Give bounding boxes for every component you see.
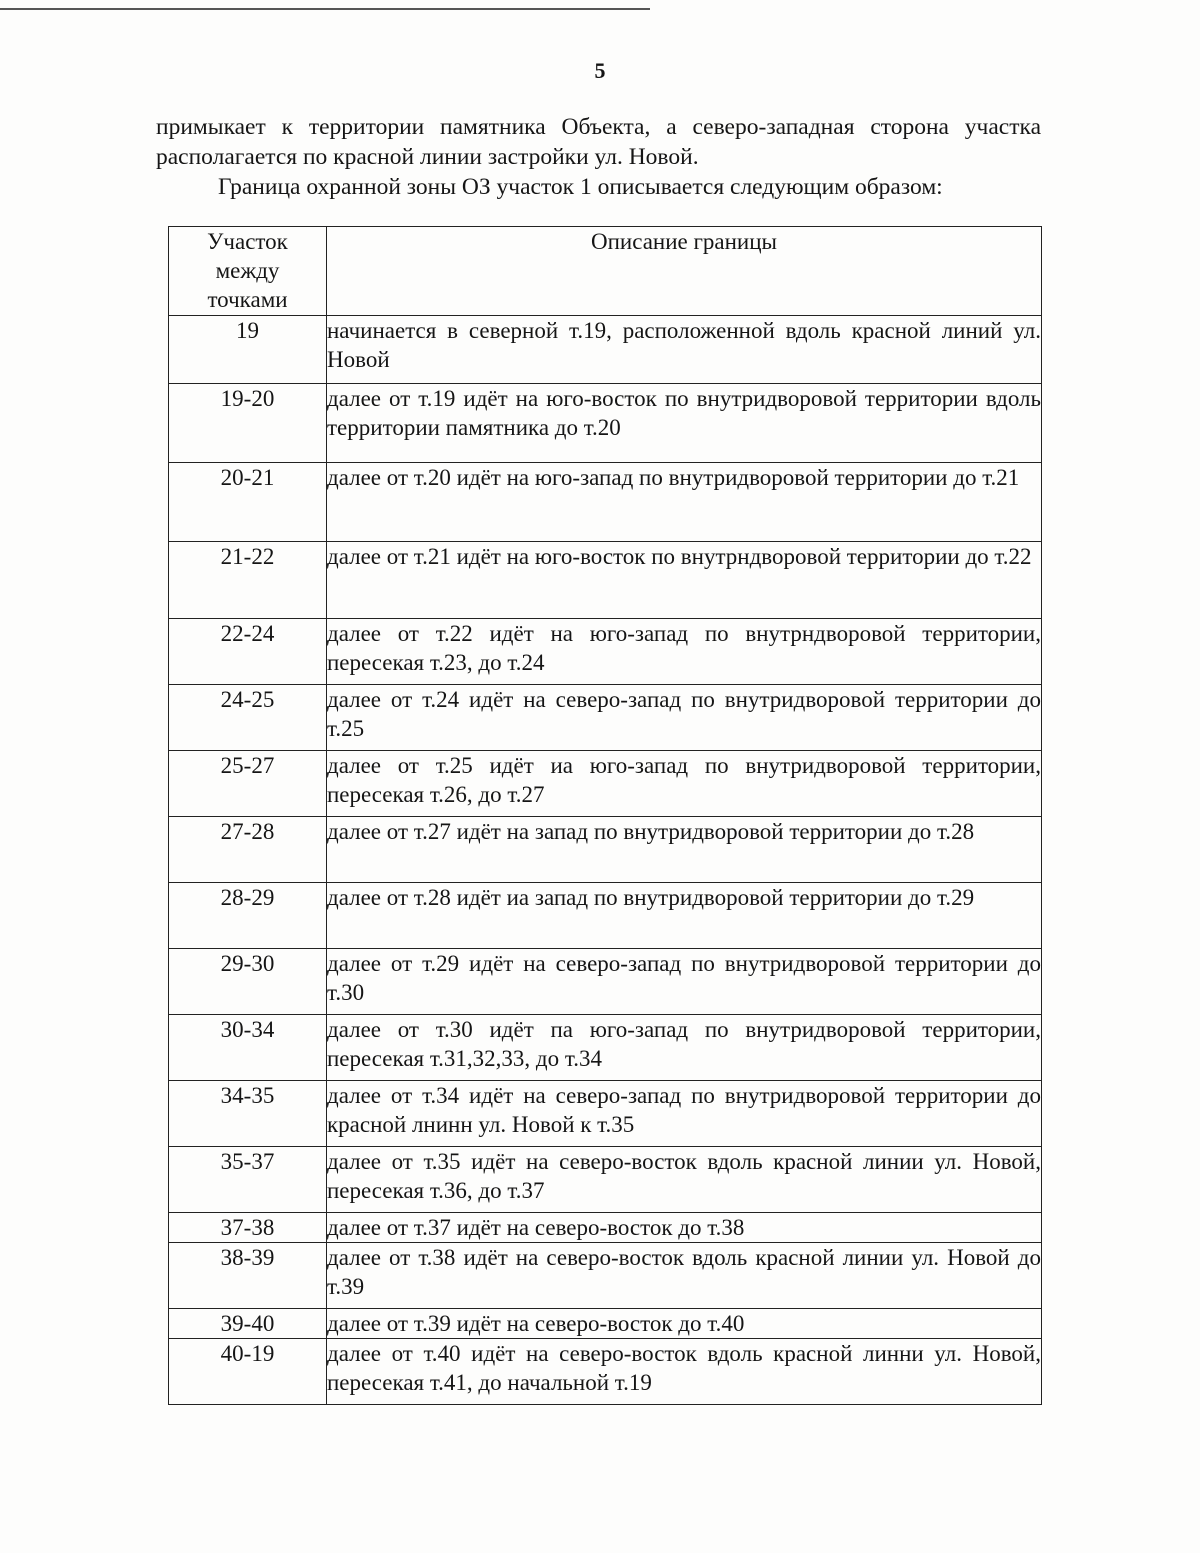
table-row [169,685,1042,751]
table-row [169,949,1042,1015]
description-cell: далее от т.19 идёт на юго-восток по внутридворовой территории вдоль территории памятника до т.20 [327,384,1042,463]
segment-cell: 37-38 [169,1213,327,1243]
table-row [169,384,1042,463]
description-cell: далее от т.38 идёт на северо-восток вдоль красной линии ул. Новой до т.39 [327,1243,1042,1309]
header-description: Описание границы [327,227,1042,316]
description-cell: далее от т.39 идёт на северо-восток до т.40 [327,1309,1042,1339]
description-cell: далее от т.22 идёт на юго-запад по внутрндворовой территории, пересекая т.23, до т.24 [327,619,1042,685]
description-cell: далее от т.35 идёт на северо-восток вдоль красной линии ул. Новой, пересекая т.36, до т.37 [327,1147,1042,1213]
segment-cell: 25-27 [169,751,327,817]
segment-cell: 34-35 [169,1081,327,1147]
description-cell: далее от т.25 идёт иа юго-запад по внутридворовой территории, пересекая т.26, до т.27 [327,751,1042,817]
description-cell: далее от т.20 идёт на юго-запад по внутридворовой территории до т.21 [327,463,1042,542]
segment-cell: 39-40 [169,1309,327,1339]
description-cell: начинается в северной т.19, расположенной вдоль красной линий ул. Новой [327,316,1042,384]
description-cell: далее от т.37 идёт на северо-восток до т.38 [327,1213,1042,1243]
paragraph-continuation: примыкает к территории памятника Объекта, а северо-западная сторона участка располагается по красной линии застройки ул. Новой. [156,114,1041,170]
segment-cell: 27-28 [169,817,327,883]
table-row [169,817,1042,883]
segment-cell: 24-25 [169,685,327,751]
table-row [169,1081,1042,1147]
top-rule [0,8,650,10]
paragraph-boundary-intro: Граница охранной зоны ОЗ участок 1 описывается следующим образом: [218,174,943,200]
segment-cell: 30-34 [169,1015,327,1081]
table-row [169,1147,1042,1213]
description-cell: далее от т.29 идёт на северо-запад по внутридворовой территории до т.30 [327,949,1042,1015]
segment-cell: 19 [169,316,327,384]
table-row [169,1339,1042,1405]
description-cell: далее от т.21 идёт на юго-восток по внутрндворовой территории до т.22 [327,542,1042,619]
boundary-table [168,226,1042,1405]
table-body [169,316,1042,1405]
segment-cell: 35-37 [169,1147,327,1213]
table-row [169,1309,1042,1339]
segment-cell: 28-29 [169,883,327,949]
table-row [169,751,1042,817]
table-row [169,619,1042,685]
description-cell: далее от т.34 идёт на северо-запад по внутридворовой территории до красной лнинн ул. Новой к т.35 [327,1081,1042,1147]
table-row [169,1213,1042,1243]
segment-cell: 20-21 [169,463,327,542]
description-cell: далее от т.28 идёт иа запад по внутридворовой территории до т.29 [327,883,1042,949]
segment-cell: 22-24 [169,619,327,685]
table-header-row [169,227,1042,316]
segment-cell: 29-30 [169,949,327,1015]
description-cell: далее от т.27 идёт на запад по внутридворовой территории до т.28 [327,817,1042,883]
header-segment [169,227,327,316]
segment-cell: 19-20 [169,384,327,463]
table-row [169,463,1042,542]
table-row [169,1015,1042,1081]
header-segment-word: Участок [207,229,288,254]
page-number: 5 [594,58,606,83]
description-cell: далее от т.24 идёт на северо-запад по внутридворовой территории до т.25 [327,685,1042,751]
table-row [169,883,1042,949]
segment-cell: 40-19 [169,1339,327,1405]
header-segment-word: точками [207,287,288,312]
description-cell: далее от т.40 идёт на северо-восток вдоль красной линни ул. Новой, пересекая т.41, до начальной т.19 [327,1339,1042,1405]
table-row [169,542,1042,619]
segment-cell: 38-39 [169,1243,327,1309]
header-segment-word: между [215,258,280,283]
segment-cell: 21-22 [169,542,327,619]
table-row [169,1243,1042,1309]
description-cell: далее от т.30 идёт па юго-запад по внутридворовой территории, пересекая т.31,32,33, до т.34 [327,1015,1042,1081]
table-row [169,316,1042,384]
